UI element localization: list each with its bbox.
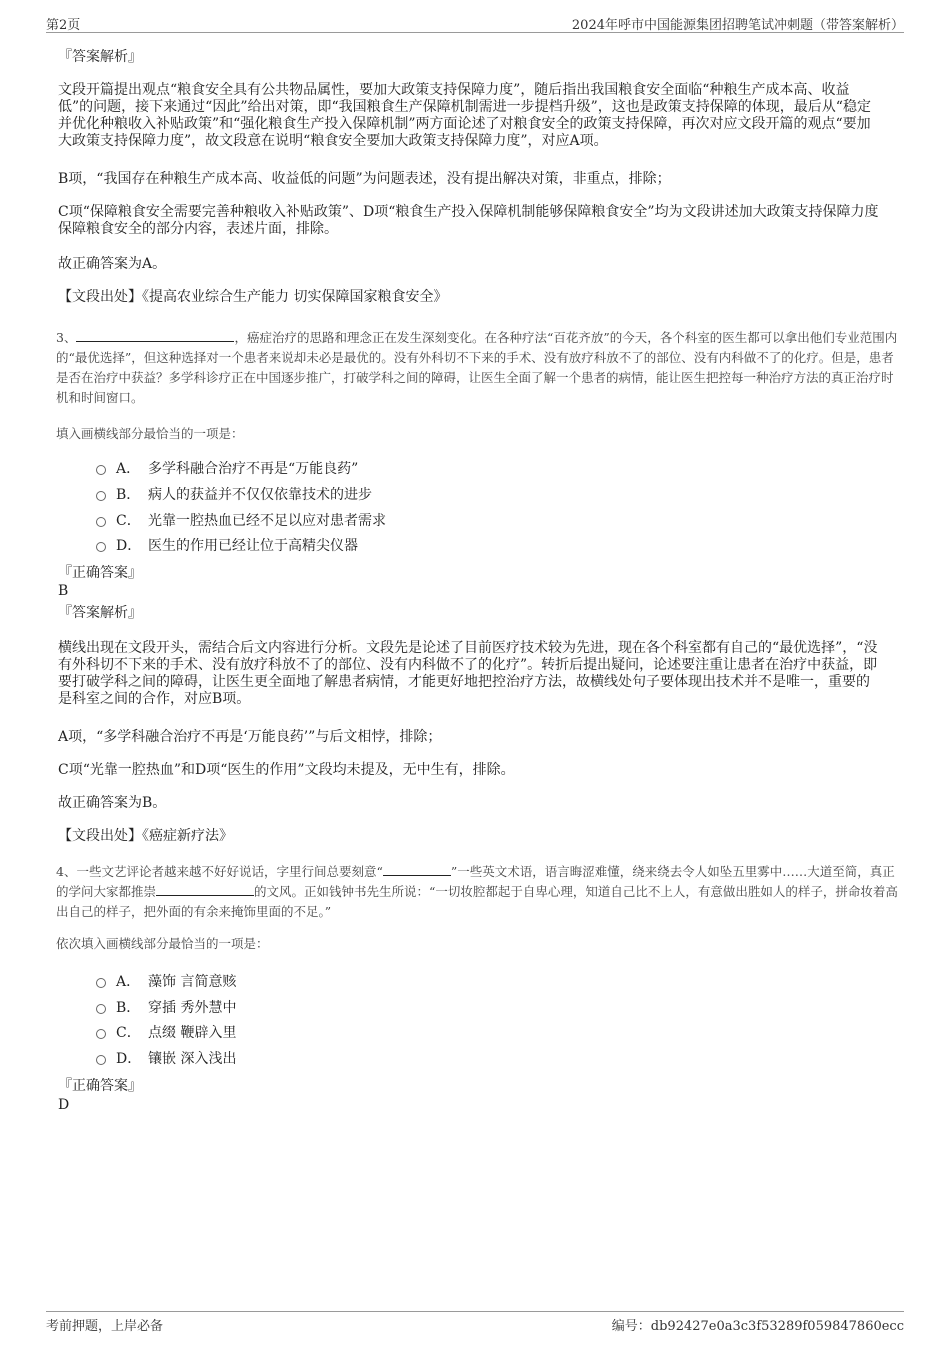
question-3-text <box>56 328 898 408</box>
option-letter: A． <box>116 461 141 477</box>
question-body: 的文风。正如钱钟书先生所说：“一切妆腔都起于自卑心理，知道自己比不上人，有意做出胜如人的样子，拼命妆着高出自己的样子，把外面的有余来掩饰里面的不足。” <box>56 884 898 919</box>
correct-answer: D <box>58 1097 70 1113</box>
option-b[interactable] <box>96 997 236 1017</box>
option-text: 病人的获益并不仅仅依靠技术的进步 <box>148 487 372 503</box>
option-text: 多学科融合治疗不再是“万能良药” <box>148 461 359 477</box>
option-letter: B． <box>116 1000 141 1016</box>
question-body: ”一些英文术语，语言晦涩难懂，绕来绕去令人如坠五里雾中……大道至简，真正的学问大家都推崇 <box>56 864 895 899</box>
radio-icon[interactable] <box>96 465 106 475</box>
radio-icon[interactable] <box>96 978 106 988</box>
option-d[interactable] <box>96 1048 236 1068</box>
document-title: 2024年呼市中国能源集团招聘笔试冲刺题（带答案解析） <box>571 18 904 33</box>
correct-answer-heading: 『正确答案』 <box>58 565 142 581</box>
option-letter: D． <box>116 1051 142 1067</box>
answer-statement: 故正确答案为B。 <box>58 795 167 811</box>
radio-icon[interactable] <box>96 491 106 501</box>
option-d[interactable] <box>96 535 358 555</box>
option-c[interactable] <box>96 510 386 530</box>
analysis-paragraph: C项“保障粮食安全需要完善种粮收入补贴政策”、D项“粮食生产投入保障机制能够保障粮食安全”均为文段讲述加大政策支持保障力度保障粮食安全的部分内容，表述片面，排除。 <box>58 204 879 237</box>
option-text: 藻饰 言简意赅 <box>148 974 237 990</box>
question-prompt: 填入画横线部分最恰当的一项是： <box>56 426 244 441</box>
option-text: 光靠一腔热血已经不足以应对患者需求 <box>148 513 386 529</box>
document-id: 编号：db92427e0a3c3f53289f059847860ecc <box>611 1319 904 1334</box>
question-body: 一些文艺评论者越来越不好好说话，字里行间总要刻意“ <box>76 864 383 879</box>
analysis-paragraph: 文段开篇提出观点“粮食安全具有公共物品属性，要加大政策支持保障力度”，随后指出我国粮食安全面临“种粮生产成本高、收益低”的问题，接下来通过“因此”给出对策，即“我国粮食生产保障机制需进一步提档升级”，这也是政策支持保障的体现，最后从“稳定并优化种粮收入补贴政策”和“强化粮食生产投入保障机制”两方面论述了对粮食安全的政策支持保障，再次对应文段开篇的观点“要加大政策支持保障力度”，故文段意在说明“粮食安全要加大政策支持保障力度”，对应A项。 <box>58 82 871 149</box>
option-letter: B． <box>116 487 141 503</box>
analysis-paragraph: 横线出现在文段开头，需结合后文内容进行分析。文段先是论述了目前医疗技术较为先进，现在各个科室都有自己的“最优选择”，“没有外科切不下来的手术、没有放疗科放不了的部位、没有内科做不了的化疗”。转折后提出疑问，论述要注重让患者在治疗中获益，即要打破学科之间的障碍，让医生更全面地了解患者病情，才能更好地把控治疗方法，故横线处句子要体现出技术并不是唯一，重要的是科室之间的合作，对应B项。 <box>58 640 878 707</box>
option-b[interactable] <box>96 484 372 504</box>
option-letter: D． <box>116 538 142 554</box>
option-text: 镶嵌 深入浅出 <box>148 1051 237 1067</box>
analysis-heading: 『答案解析』 <box>58 605 142 621</box>
question-number: 3、 <box>56 330 77 345</box>
question-4-text <box>56 862 898 922</box>
fill-blank <box>76 329 234 342</box>
analysis-paragraph: A项，“多学科融合治疗不再是‘万能良药’”与后文相悖，排除； <box>58 729 442 745</box>
page-header <box>46 12 904 33</box>
option-c[interactable] <box>96 1022 236 1042</box>
question-body: ，癌症治疗的思路和理念正在发生深刻变化。在各种疗法“百花齐放”的今天，各个科室的医生都可以拿出他们专业范围内的“最优选择”，但这种选择对一个患者来说却未必是最优的。没有外科切不下来的手术、没有放疗科放不了的部位、没有内科做不了的化疗。但是，患者是否在治疗中获益？多学科诊疗正在中国逐步推广，打破学科之间的障碍，让医生全面了解一个患者的病情，能让医生把控每一种治疗方法的真正治疗时机和时间窗口。 <box>56 330 898 405</box>
analysis-paragraph: C项“光靠一腔热血”和D项“医生的作用”文段均未提及，无中生有，排除。 <box>58 762 515 778</box>
option-a[interactable] <box>96 971 236 991</box>
question-number: 4、 <box>56 864 77 879</box>
radio-icon[interactable] <box>96 1055 106 1065</box>
page-footer <box>46 1311 904 1334</box>
option-text: 穿插 秀外慧中 <box>148 1000 237 1016</box>
radio-icon[interactable] <box>96 1029 106 1039</box>
fill-blank <box>383 863 451 876</box>
option-letter: A． <box>116 974 141 990</box>
radio-icon[interactable] <box>96 517 106 527</box>
answer-statement: 故正确答案为A。 <box>58 256 167 272</box>
footer-slogan: 考前押题，上岸必备 <box>46 1319 164 1334</box>
page-number: 第2页 <box>46 18 81 33</box>
radio-icon[interactable] <box>96 1004 106 1014</box>
fill-blank <box>156 883 254 896</box>
passage-source: 【文段出处】《癌症新疗法》 <box>58 828 233 844</box>
passage-source: 【文段出处】《提高农业综合生产能力 切实保障国家粮食安全》 <box>58 289 448 305</box>
analysis-heading: 『答案解析』 <box>58 49 142 65</box>
option-text: 点缀 鞭辟入里 <box>148 1025 237 1041</box>
correct-answer: B <box>58 583 69 599</box>
option-letter: C． <box>116 513 141 529</box>
correct-answer-heading: 『正确答案』 <box>58 1078 142 1094</box>
option-a[interactable] <box>96 458 358 478</box>
radio-icon[interactable] <box>96 542 106 552</box>
option-text: 医生的作用已经让位于高精尖仪器 <box>148 538 358 554</box>
analysis-paragraph: B项，“我国存在种粮生产成本高、收益低的问题”为问题表述，没有提出解决对策，非重点，排除； <box>58 171 671 187</box>
question-prompt: 依次填入画横线部分最恰当的一项是： <box>56 936 269 951</box>
option-letter: C． <box>116 1025 141 1041</box>
